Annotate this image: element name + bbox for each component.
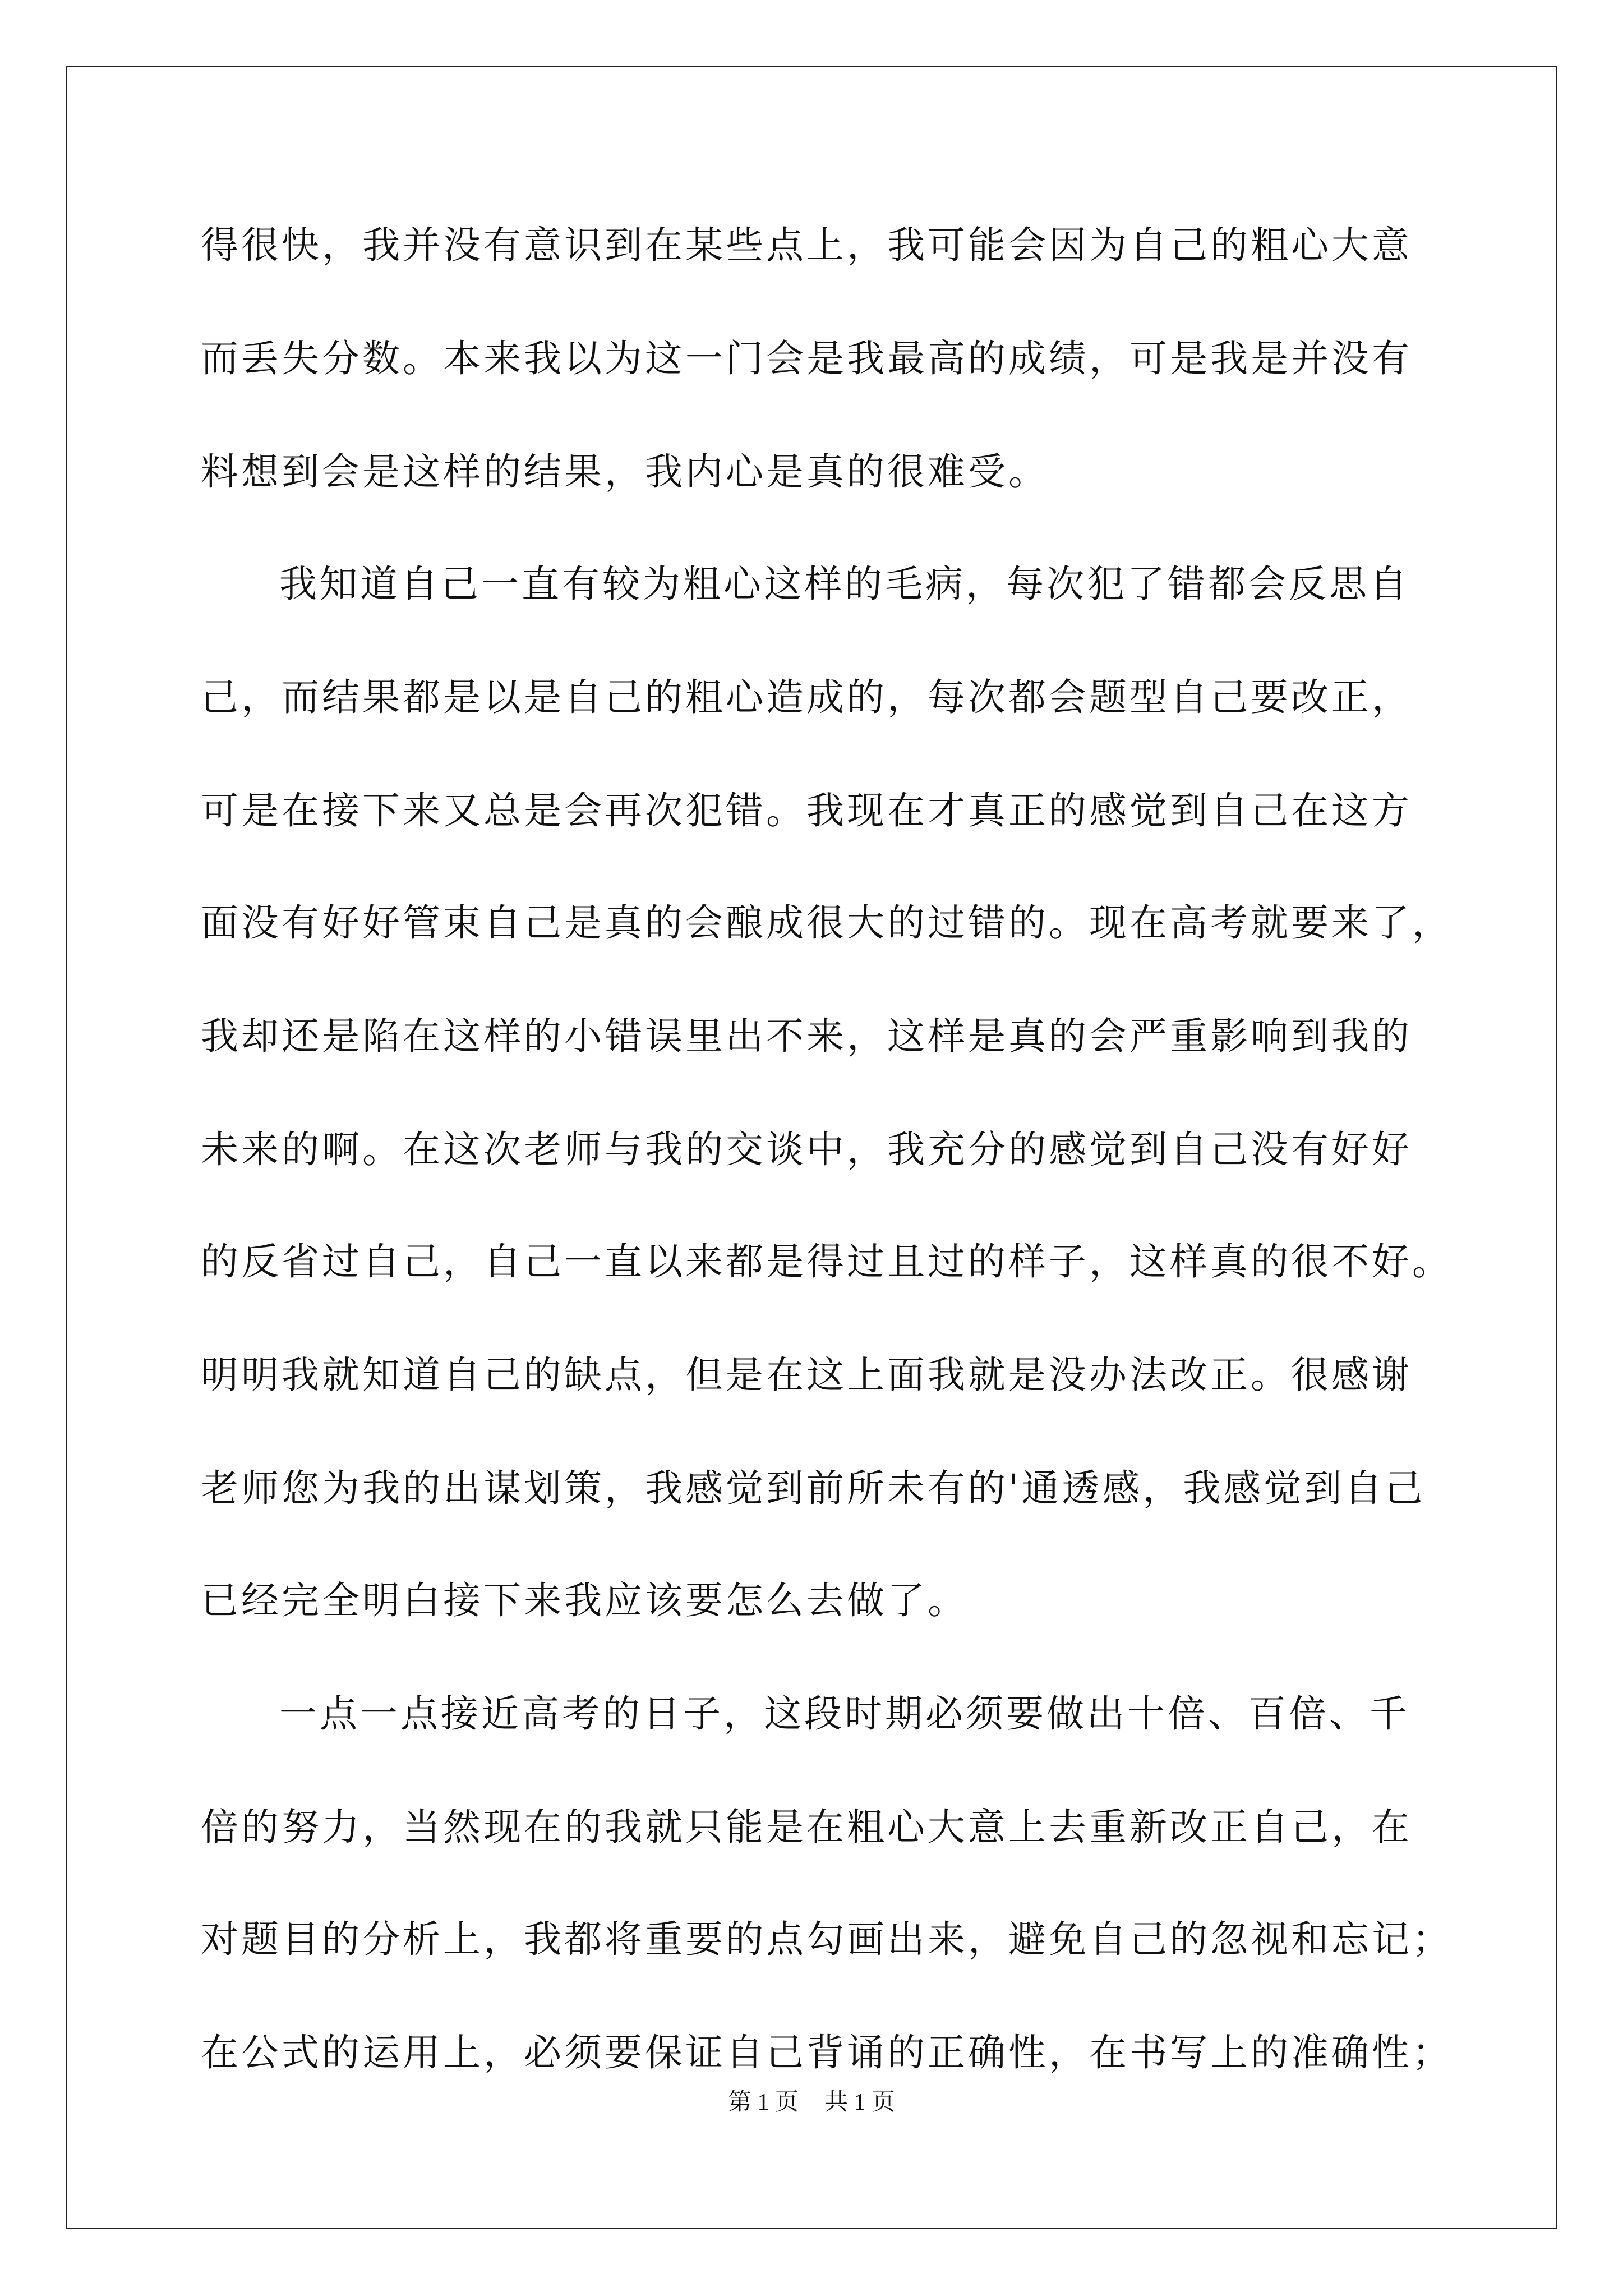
- paragraph-first-line: 我知道自己一直有较为粗心这样的毛病，每次犯了错都会反思自: [279, 562, 1410, 606]
- text-line: 倍的努力，当然现在的我就只能是在粗心大意上去重新改正自己，在: [201, 1805, 1412, 1849]
- text-line: 已经完全明白接下来我应该要怎么去做了。: [201, 1579, 968, 1622]
- text-line: 未来的啊。在这次老师与我的交谈中，我充分的感觉到自己没有好好: [201, 1128, 1412, 1171]
- text-line: 明明我就知道自己的缺点，但是在这上面我就是没办法改正。很感谢: [201, 1353, 1412, 1397]
- text-line: 己，而结果都是以是自己的粗心造成的，每次都会题型自己要改正，: [201, 675, 1412, 719]
- page-number: 第 1 页: [727, 2090, 799, 2115]
- text-line: 对题目的分析上，我都将重要的点勾画出来，避免自己的忽视和忘记；: [201, 1917, 1453, 1961]
- paragraph-first-line: 一点一点接近高考的日子，这段时期必须要做出十倍、百倍、千: [279, 1692, 1410, 1736]
- text-line: 而丢失分数。本来我以为这一门会是我最高的成绩，可是我是并没有: [201, 337, 1412, 380]
- text-line: 在公式的运用上，必须要保证自己背诵的正确性，在书写上的准确性；: [201, 2031, 1453, 2074]
- text-line: 可是在接下来又总是会再次犯错。我现在才真正的感觉到自己在这方: [201, 789, 1412, 832]
- page-total: 共 1 页: [824, 2090, 896, 2115]
- text-line: 的反省过自己，自己一直以来都是得过且过的样子，这样真的很不好。: [201, 1240, 1453, 1283]
- text-line: 得很快，我并没有意识到在某些点上，我可能会因为自己的粗心大意: [201, 223, 1412, 267]
- text-line: 面没有好好管束自己是真的会酿成很大的过错的。现在高考就要来了，: [201, 901, 1453, 945]
- page-footer: [0, 2086, 1623, 2119]
- text-line: 老师您为我的出谋划策，我感觉到前所未有的'通透感，我感觉到自己: [201, 1466, 1426, 1510]
- text-line: 我却还是陷在这样的小错误里出不来，这样是真的会严重影响到我的: [201, 1014, 1412, 1058]
- text-line: 料想到会是这样的结果，我内心是真的很难受。: [201, 450, 1049, 494]
